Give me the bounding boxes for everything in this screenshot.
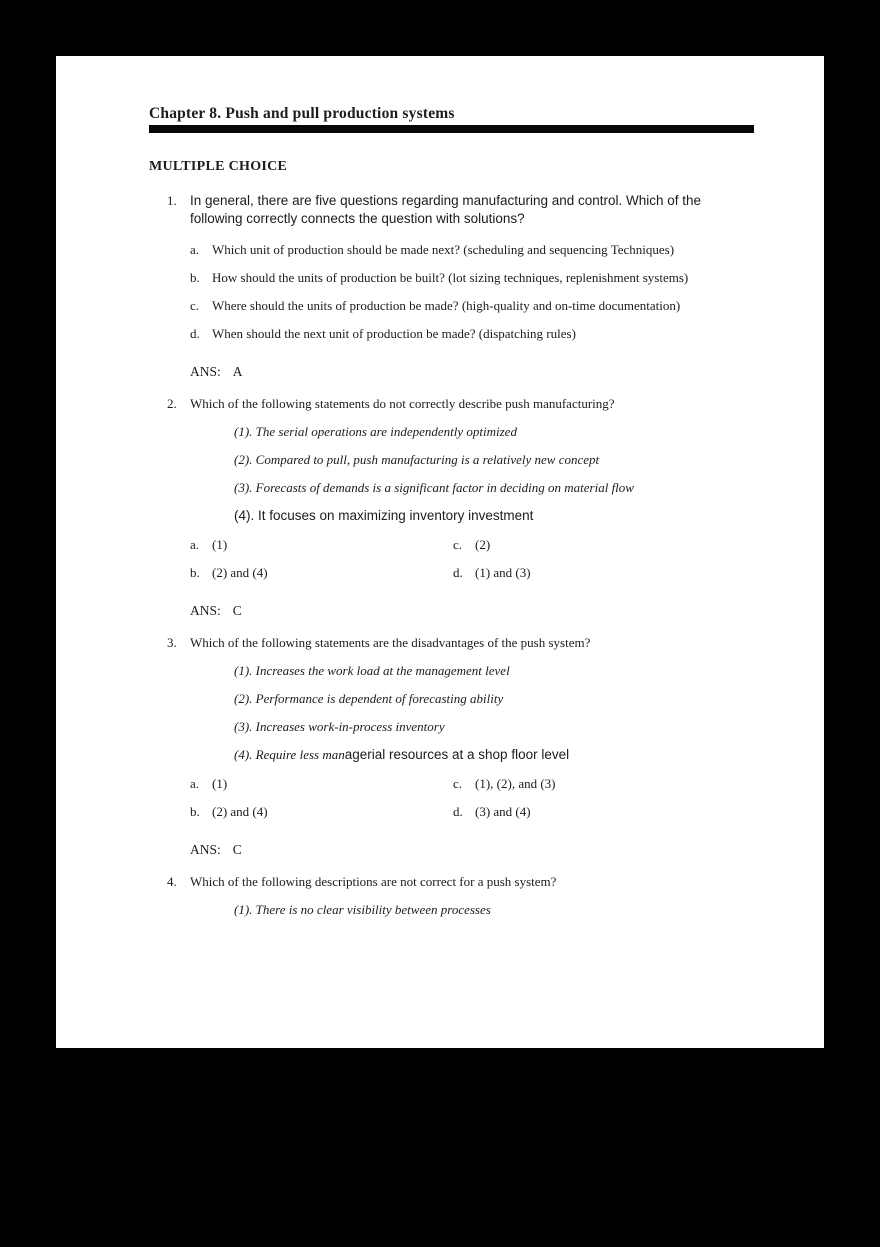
statement-2: (2). Performance is dependent of forecasting ability: [234, 691, 504, 706]
statement-1: (1). The serial operations are independently optimized: [234, 424, 517, 439]
question-1-head: [149, 192, 754, 228]
question-2: [149, 395, 754, 619]
statement-3: (3). Increases work-in-process inventory: [234, 719, 445, 734]
option-b: [190, 564, 453, 581]
option-d: [453, 803, 754, 820]
answer-value: A: [232, 364, 243, 379]
option-c: [190, 297, 754, 314]
question-3: [149, 634, 754, 858]
question-2-answer: [149, 602, 754, 619]
question-text: Which of the following statements do not correctly describe push manufacturing?: [190, 396, 615, 411]
option-letter: c.: [453, 776, 463, 791]
option-text: (1), (2), and (3): [475, 776, 556, 791]
option-letter: d.: [190, 326, 200, 341]
option-text: When should the next unit of production be made? (dispatching rules): [212, 326, 576, 341]
title-underline-rule: [149, 125, 754, 133]
question-1-answer: [149, 363, 754, 380]
option-text: (3) and (4): [475, 804, 531, 819]
option-a: [190, 775, 453, 792]
answer-value: C: [232, 842, 242, 857]
statement-2: (2). Compared to pull, push manufacturing is a relatively new concept: [234, 452, 600, 467]
statement-4: (4). It focuses on maximizing inventory investment: [234, 508, 534, 523]
option-letter: b.: [190, 804, 200, 819]
statement-1: (1). There is no clear visibility between processes: [234, 902, 491, 917]
option-text: (2) and (4): [212, 565, 268, 580]
answer-label: ANS:: [190, 364, 221, 379]
question-2-options: [149, 525, 754, 581]
statement-3: (3). Forecasts of demands is a significant factor in deciding on material flow: [234, 480, 634, 495]
option-text: (1) and (3): [475, 565, 531, 580]
option-text: Which unit of production should be made next? (scheduling and sequencing Techniques): [212, 242, 675, 257]
answer-label: ANS:: [190, 603, 221, 618]
option-c: [453, 775, 754, 792]
option-text: Where should the units of production be made? (high-quality and on-time documentation): [212, 298, 681, 313]
section-heading: MULTIPLE CHOICE: [149, 159, 288, 174]
option-c: [453, 536, 754, 553]
question-3-statements: [149, 662, 754, 764]
question-number: 1.: [167, 193, 177, 208]
option-letter: b.: [190, 270, 200, 285]
option-a: [190, 241, 754, 258]
question-text: In general, there are five questions regarding manufacturing and control. Which of the following correctly connects the question with solutions?: [190, 193, 702, 226]
chapter-title: Chapter 8. Push and pull production systems: [149, 105, 455, 122]
question-4: [149, 873, 754, 918]
statement-1: (1). Increases the work load at the management level: [234, 663, 510, 678]
option-letter: a.: [190, 776, 200, 791]
question-2-statements: [149, 423, 754, 525]
question-2-head: [149, 395, 754, 412]
option-b: [190, 803, 453, 820]
option-letter: b.: [190, 565, 200, 580]
statement-4: [234, 746, 754, 764]
question-4-head: [149, 873, 754, 890]
option-letter: d.: [453, 804, 463, 819]
option-letter: c.: [190, 298, 200, 313]
option-text: (1): [212, 776, 228, 791]
question-text: Which of the following statements are the disadvantages of the push system?: [190, 635, 591, 650]
option-d: [453, 564, 754, 581]
option-letter: a.: [190, 242, 200, 257]
option-b: [190, 269, 754, 286]
statement-4-italic-part: (4). Require less man: [234, 747, 345, 762]
option-text: (2): [475, 537, 491, 552]
answer-value: C: [232, 603, 242, 618]
question-text: Which of the following descriptions are not correct for a push system?: [190, 874, 557, 889]
option-letter: c.: [453, 537, 463, 552]
question-1-options: [149, 241, 754, 342]
answer-label: ANS:: [190, 842, 221, 857]
option-letter: d.: [453, 565, 463, 580]
option-d: [190, 325, 754, 342]
question-number: 2.: [167, 396, 177, 411]
document-page: [56, 56, 824, 1048]
statement-4-sans-part: agerial resources at a shop floor level: [344, 747, 570, 762]
question-4-statements: [149, 901, 754, 918]
option-text: (2) and (4): [212, 804, 268, 819]
question-3-head: [149, 634, 754, 651]
option-text: (1): [212, 537, 228, 552]
option-letter: a.: [190, 537, 200, 552]
option-a: [190, 536, 453, 553]
question-3-answer: [149, 841, 754, 858]
question-number: 4.: [167, 874, 177, 889]
question-3-options: [149, 764, 754, 820]
question-1: [149, 192, 754, 380]
question-number: 3.: [167, 635, 177, 650]
option-text: How should the units of production be built? (lot sizing techniques, replenishment systems): [212, 270, 689, 285]
